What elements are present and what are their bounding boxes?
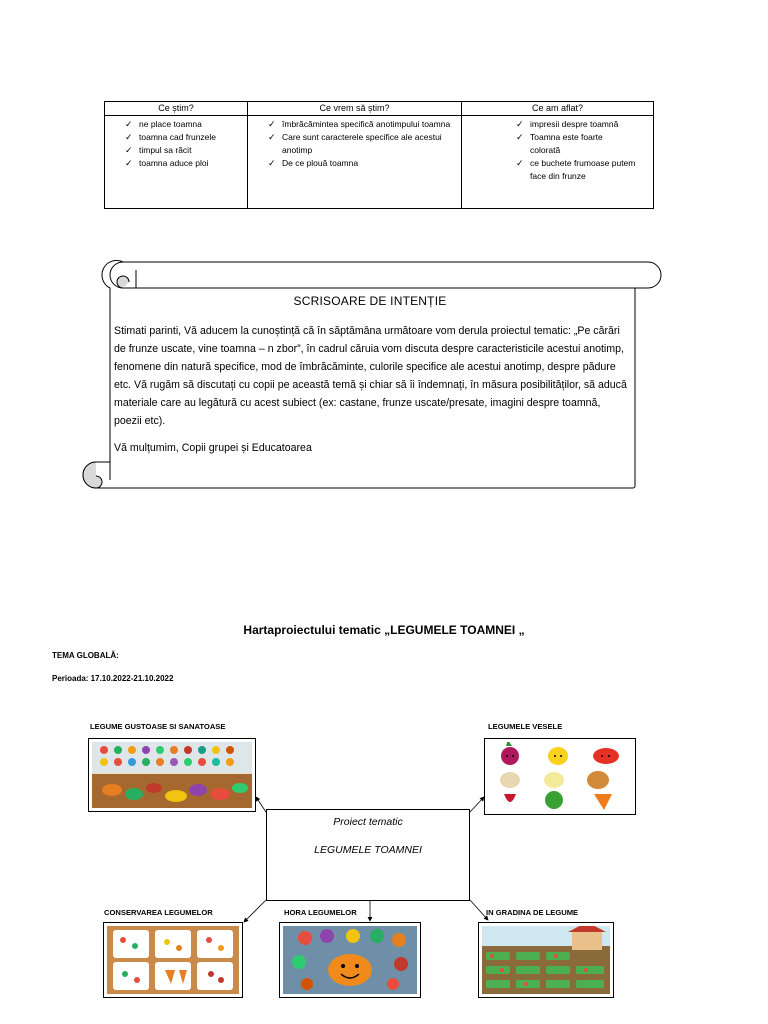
center-line-theme: LEGUMELE TOAMNEI xyxy=(314,844,422,856)
image-tasty-vegetables xyxy=(88,738,256,812)
letter-closing: Vă mulțumim, Copii grupei și Educatoarea xyxy=(114,442,312,454)
checkmark-icon: ✓ xyxy=(125,132,133,142)
node-label-preserving-vegetables: CONSERVAREA LEGUMELOR xyxy=(104,908,213,917)
period-label: Perioada: 17.10.2022-21.10.2022 xyxy=(52,674,174,683)
node-label-tasty-vegetables: LEGUME GUSTOASE SI SANATOASE xyxy=(90,722,226,731)
kwl-header-learned: Ce am aflat? xyxy=(462,102,653,116)
letter-paragraph: Stimati parinti, Vă aducem la cunoștință că în săptămâna următoare vom derula proiectul tematic: „Pe cărări de frunze uscate, vine toamna – n zbor”, în cadrul căruia vom discuta despre caracteristicile acestui anotimp, fenomene din natură specifice, mod de îmbrăcăminte, culorile specifice ale acestui anotimp, despre pădure etc. Vă rugăm să discutați cu copii pe această temă și chiar să îi îndemnați, în măsura posibilităților, să aducă materiale care au legătură cu acest subiect (ex: castane, frunze uscate/presate, imagini despre toamnă, poezii etc). xyxy=(114,325,627,427)
list-item: ✓ impresii despre toamnă xyxy=(516,119,619,129)
vegetable-circle-image xyxy=(283,926,417,994)
image-vegetable-dance xyxy=(279,922,421,998)
list-item: ✓ Toamna este foarte colorată xyxy=(516,132,603,155)
jar-craft-image xyxy=(107,926,239,994)
checkmark-icon: ✓ xyxy=(516,158,524,168)
letter-title: SCRISOARE DE INTENȚIE xyxy=(293,294,447,308)
center-project-box xyxy=(266,809,470,901)
image-preserving-vegetables xyxy=(103,922,243,998)
node-label-vegetable-dance: HORA LEGUMELOR xyxy=(284,908,357,917)
cartoon-vegetables-image xyxy=(488,742,632,811)
list-item: ✓ Care sunt caracterele specifice ale acestui anotimp xyxy=(268,132,442,155)
checkmark-icon: ✓ xyxy=(125,145,133,155)
checkmark-icon: ✓ xyxy=(125,119,133,129)
global-theme-label: TEMA GLOBALĂ: xyxy=(52,651,119,660)
list-item: ✓ ne place toamna xyxy=(125,119,202,129)
garden-image xyxy=(482,926,610,994)
checkmark-icon: ✓ xyxy=(268,132,276,142)
list-item: ✓ ce buchete frumoase putem face din frunze xyxy=(516,158,636,181)
project-map-title: Hartaproiectului tematic „LEGUMELE TOAMNEI „ xyxy=(243,623,525,637)
image-vegetable-garden xyxy=(478,922,614,998)
node-label-happy-vegetables: LEGUMELE VESELE xyxy=(488,722,563,731)
kwl-header-want: Ce vrem să știm? xyxy=(248,102,461,116)
checkmark-icon: ✓ xyxy=(516,119,524,129)
checkmark-icon: ✓ xyxy=(268,158,276,168)
list-item: ✓ îmbrăcămintea specifică anotimpului toamna xyxy=(268,119,451,129)
checkmark-icon: ✓ xyxy=(125,158,133,168)
image-happy-vegetables xyxy=(484,738,636,815)
list-item: ✓ timpul sa răcit xyxy=(125,145,192,155)
center-line-project: Proiect tematic xyxy=(333,816,403,828)
list-item: ✓ toamna cad frunzele xyxy=(125,132,217,142)
node-label-vegetable-garden: IN GRADINA DE LEGUME xyxy=(486,908,579,917)
list-item: ✓ De ce plouă toamna xyxy=(268,158,359,168)
kwl-header-know: Ce știm? xyxy=(105,102,247,116)
list-item: ✓ toamna aduce ploi xyxy=(125,158,209,168)
vegetables-table-image xyxy=(92,742,252,808)
checkmark-icon: ✓ xyxy=(268,119,276,129)
checkmark-icon: ✓ xyxy=(516,132,524,142)
